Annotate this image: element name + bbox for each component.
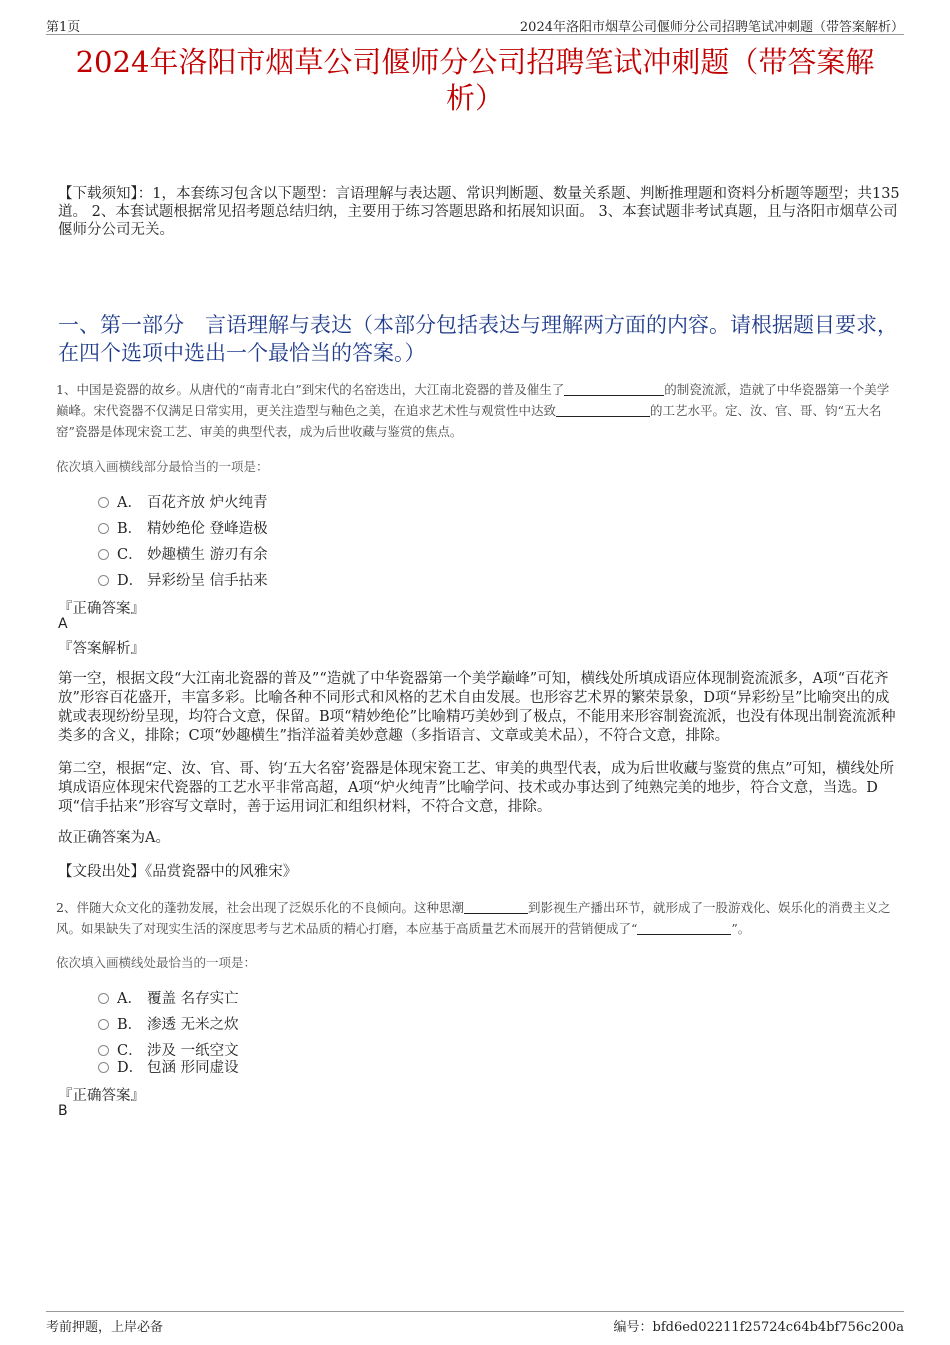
radio-icon[interactable] <box>98 549 109 560</box>
radio-icon[interactable] <box>98 1019 109 1030</box>
footer-doc-id: 编号：bfd6ed02211f25724c64b4bf756c200a <box>613 1320 904 1335</box>
q2-answer: B <box>58 1103 68 1119</box>
section-heading: 一、第一部分 言语理解与表达（本部分包括表达与理解两方面的内容。请根据题目要求，在四个选项中选出一个最恰当的答案。） <box>58 313 898 365</box>
q1-blank-1 <box>564 383 664 396</box>
footer-slogan: 考前押题，上岸必备 <box>46 1320 164 1335</box>
q2-text-part-2: 到影视生产播出环节，就形成了一股游戏化、娱乐化的消费主义之风。如果缺失了对现实生活的深度思考与艺术品质的精心打磨，本应基于高质量艺术而展开的营销便成了“ <box>56 900 891 936</box>
q2-option-d[interactable]: D． 包涵 形同虚设 <box>98 1056 239 1077</box>
q1-blank-2 <box>556 404 650 417</box>
q1-answer: A <box>58 616 68 632</box>
page-number: 第1页 <box>46 20 81 35</box>
q2-answer-label: 『正确答案』 <box>58 1088 145 1104</box>
question-1-prompt: 依次填入画横线部分最恰当的一项是： <box>56 459 269 474</box>
q1-conclusion: 故正确答案为A。 <box>58 830 170 846</box>
q2-option-b[interactable]: B． 渗透 无米之炊 <box>98 1013 239 1034</box>
radio-icon[interactable] <box>98 993 109 1004</box>
q2-text-part-3: ”。 <box>731 921 751 936</box>
page-footer <box>46 1311 904 1335</box>
q1-explanation-1: 第一空，根据文段“大江南北瓷器的普及”“造就了中华瓷器第一个美学巅峰”可知，横线处所填成语应体现制瓷流派多，A项“百花齐放”形容百花盛开，丰富多彩。比喻各种不同形式和风格的艺术自由发展。也形容艺术界的繁荣景象，D项“异彩纷呈”比喻突出的成就或表现纷纷呈现，均符合文意，保留。B项“精妙绝伦”比喻精巧美妙到了极点，不能用来形容制瓷流派，也没有体现出制瓷流派种类多的含义，排除；C项“妙趣横生”指洋溢着美妙意趣（多指语言、文章或美术品），不符合文意，排除。 <box>58 671 896 744</box>
q2-blank-1 <box>464 901 528 914</box>
q1-analysis-label: 『答案解析』 <box>58 641 145 657</box>
title-line-1: 2024年洛阳市烟草公司偃师分公司招聘笔试冲刺题（带答案解 <box>75 45 875 79</box>
q1-source: 【文段出处】《品赏瓷器中的风雅宋》 <box>58 864 298 880</box>
radio-icon[interactable] <box>98 1062 109 1073</box>
q1-text-part-1: 1、中国是瓷器的故乡。从唐代的“南青北白”到宋代的名窑迭出，大江南北瓷器的普及催生了 <box>56 382 565 397</box>
q1-text-part-3: 的工艺水平。定、汝、官、哥、钧“五大名窑”瓷器是体现宋瓷工艺、审美的典型代表，成为后世收藏与鉴赏的焦点。 <box>56 403 882 439</box>
q2-text-part-1: 2、伴随大众文化的蓬勃发展，社会出现了泛娱乐化的不良倾向。这种思潮 <box>56 900 464 915</box>
page-header <box>46 14 904 35</box>
q2-blank-2 <box>637 922 731 935</box>
q2-option-c[interactable]: C． 涉及 一纸空文 <box>98 1039 239 1060</box>
q1-answer-label: 『正确答案』 <box>58 601 145 617</box>
header-doc-title: 2024年洛阳市烟草公司偃师分公司招聘笔试冲刺题（带答案解析） <box>519 20 904 35</box>
q1-option-b[interactable]: B． 精妙绝伦 登峰造极 <box>98 517 268 538</box>
q2-option-a[interactable]: A． 覆盖 名存实亡 <box>98 987 239 1008</box>
q1-option-d[interactable]: D． 异彩纷呈 信手拈来 <box>98 569 268 590</box>
radio-icon[interactable] <box>98 575 109 586</box>
q1-explanation-2: 第二空，根据“定、汝、官、哥、钧‘五大名窑’瓷器是体现宋瓷工艺、审美的典型代表，成为后世收藏与鉴赏的焦点”可知，横线处所填成语应体现宋代瓷器的工艺水平非常高超，A项“炉火纯青”比喻学问、技术或办事达到了纯熟完美的地步，符合文意，当选。D项“信手拈来”形容写文章时，善于运用词汇和组织材料，不符合文意，排除。 <box>58 761 895 815</box>
question-2-prompt: 依次填入画横线处最恰当的一项是： <box>56 955 257 970</box>
title-line-2: 析） <box>445 81 504 115</box>
radio-icon[interactable] <box>98 523 109 534</box>
page-title <box>48 44 902 116</box>
download-notice: 【下载须知】：1，本套练习包含以下题型：言语理解与表达题、常识判断题、数量关系题、判断推理题和资料分析题等题型；共135道。 2、本套试题根据常见招考题总结归纳，主要用于练习答题思路和拓展知识面。 3、本套试题非考试真题，且与洛阳市烟草公司偃师分公司无关。 <box>58 186 900 238</box>
question-2-text <box>56 897 900 939</box>
q1-option-c[interactable]: C． 妙趣横生 游刃有余 <box>98 543 268 564</box>
radio-icon[interactable] <box>98 1045 109 1056</box>
radio-icon[interactable] <box>98 497 109 508</box>
q1-text-part-2: 的制瓷流派，造就了中华瓷器第一个美学巅峰。宋代瓷器不仅满足日常实用，更关注造型与釉色之美，在追求艺术性与观赏性中达致 <box>56 382 890 418</box>
q1-option-a[interactable]: A． 百花齐放 炉火纯青 <box>98 491 268 512</box>
question-1-text <box>56 379 900 442</box>
